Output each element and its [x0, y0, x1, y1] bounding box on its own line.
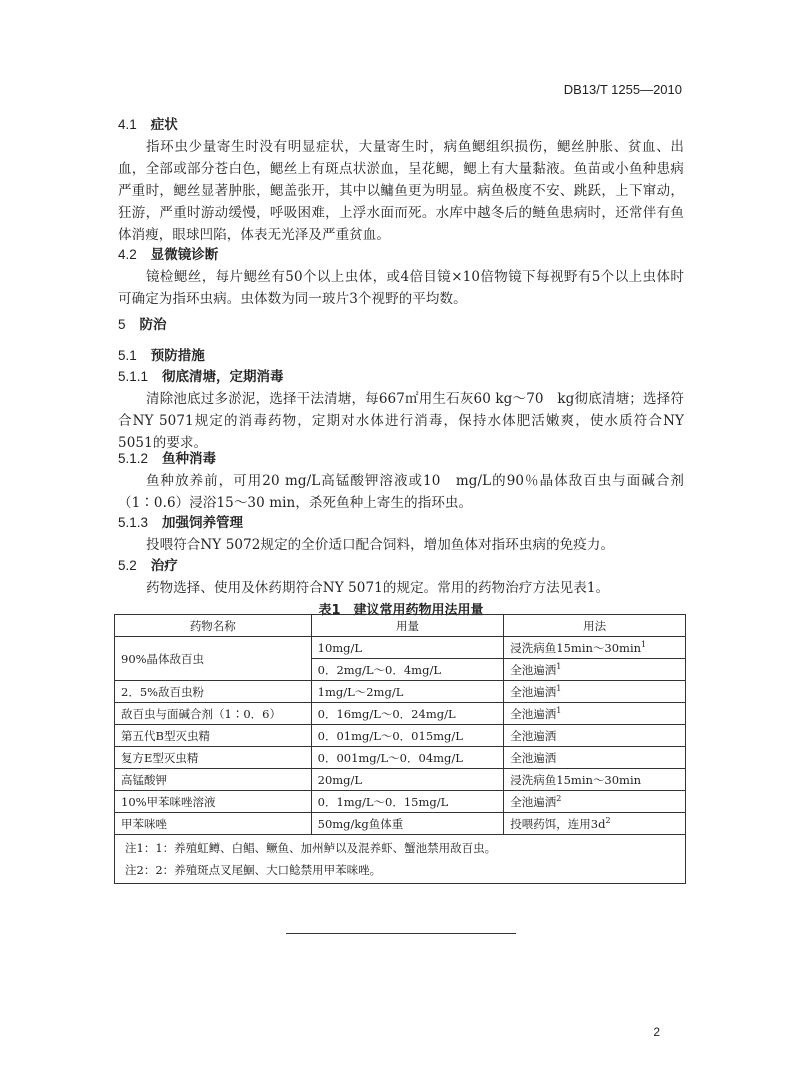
table-row: [115, 813, 686, 835]
usage-text: 投喂药饵，连用3d: [510, 816, 606, 831]
section-paragraph: 指环虫少量寄生时没有明显症状，大量寄生时，病鱼鳃组织损伤，鳃丝肿胀、贫血、出血，全部或部分苍白色，鳃丝上有斑点状淤血，呈花鳃，鳃上有大量黏液。鱼苗或小鱼种患病严重时，鳃丝显著肿胀，鳃盖张开，其中以鳙鱼更为明显。病鱼极度不安、跳跃，上下窜动，狂游，严重时游动缓慢，呼吸困难，上浮水面而死。水库中越冬后的鲢鱼患病时，还常伴有鱼体消瘦，眼球凹陷，体表无光泽及严重贫血。: [118, 139, 684, 243]
section-title: 防治: [139, 317, 167, 333]
usage-text: 全池遍洒: [510, 750, 557, 765]
usage-text: 全池遍洒: [510, 662, 557, 677]
dose-cell: 10mg/L: [311, 637, 504, 659]
usage-cell: [504, 769, 686, 791]
column-header: 药物名称: [115, 615, 312, 637]
dose-cell: 0．01mg/L～0．015mg/L: [311, 725, 504, 747]
section-heading: [118, 512, 684, 534]
section-heading: [118, 366, 684, 388]
section-title: 治疗: [150, 558, 178, 574]
section-title: 显微镜诊断: [150, 247, 219, 263]
table-row: [115, 637, 686, 659]
dose-cell: 0．16mg/L～0．24mg/L: [311, 703, 504, 725]
usage-cell: [504, 703, 686, 725]
section-paragraph: 清除池底过多淤泥，选择干法清塘，每667㎡用生石灰60 kg～70 kg彻底清塘；选择符合NY 5071规定的消毒药物，定期对水体进行消毒，保持水体肥活嫩爽，使水质符合NY 5051的要求。: [118, 391, 684, 451]
usage-cell: [504, 791, 686, 813]
section-heading: [118, 314, 684, 336]
dose-cell: 0．1mg/L～0．15mg/L: [311, 791, 504, 813]
drug-name-cell: 10%甲苯咪唑溶液: [115, 791, 312, 813]
section-heading: [118, 244, 684, 266]
table-row: [115, 703, 686, 725]
section-5-2: [118, 555, 684, 599]
footnote-marker: 1: [556, 661, 562, 671]
section-heading: [118, 555, 684, 577]
section-5-1-1: [118, 366, 684, 454]
section-title: 鱼种消毒: [162, 451, 217, 467]
usage-cell: [504, 725, 686, 747]
dose-cell: 0．001mg/L～0．04mg/L: [311, 747, 504, 769]
section-title: 加强饲养管理: [162, 515, 244, 531]
usage-text: 全池遍洒: [510, 706, 557, 721]
usage-cell: [504, 681, 686, 703]
dose-cell: 1mg/L～2mg/L: [311, 681, 504, 703]
dose-cell: 0．2mg/L～0．4mg/L: [311, 659, 504, 681]
section-5-1-2: [118, 448, 684, 514]
table-notes: [115, 835, 686, 884]
section-number: 5.1.3: [118, 515, 149, 530]
drug-name-cell: 复方E型灭虫精: [115, 747, 312, 769]
drug-name-cell: 第五代B型灭虫精: [115, 725, 312, 747]
drug-dosage-table: [114, 614, 686, 884]
usage-cell: [504, 813, 686, 835]
column-header: 用量: [311, 615, 504, 637]
section-heading: [118, 114, 684, 136]
end-rule: [286, 933, 516, 934]
drug-name-cell: 甲苯咪唑: [115, 813, 312, 835]
table-row: [115, 681, 686, 703]
section-number: 5: [118, 317, 126, 332]
section-number: 5.1.1: [118, 369, 149, 384]
footnote-marker: 2: [556, 793, 562, 803]
section-number: 5.1: [118, 348, 137, 363]
usage-cell: [504, 637, 686, 659]
dose-cell: 20mg/L: [311, 769, 504, 791]
usage-cell: [504, 659, 686, 681]
drug-name-cell: 敌百虫与面碱合剂（1∶0．6）: [115, 703, 312, 725]
table-row: [115, 747, 686, 769]
section-5-1-3: [118, 512, 684, 556]
section-title: 症状: [150, 117, 178, 133]
drug-name-cell: 高锰酸钾: [115, 769, 312, 791]
section-heading: [118, 448, 684, 470]
usage-text: 浸洗病鱼15min～30min: [510, 640, 642, 655]
section-5-1: [118, 345, 684, 367]
page-number: 2: [653, 1025, 660, 1039]
usage-text: 全池遍洒: [510, 794, 557, 809]
footnote-marker: 1: [556, 705, 562, 715]
footnote-marker: 1: [556, 683, 562, 693]
usage-cell: [504, 747, 686, 769]
section-paragraph: 药物选择、使用及休药期符合NY 5071的规定。常用的药物治疗方法见表1。: [146, 580, 610, 596]
usage-text: 全池遍洒: [510, 728, 557, 743]
table-notes-row: [115, 835, 686, 884]
section-heading: [118, 345, 684, 367]
drug-name-cell: 2．5%敌百虫粉: [115, 681, 312, 703]
standard-code: DB13/T 1255—2010: [563, 82, 682, 97]
dose-cell: 50mg/kg鱼体重: [311, 813, 504, 835]
footnote-marker: 2: [605, 815, 611, 825]
drug-name-cell: 90%晶体敌百虫: [115, 637, 312, 681]
table-row: [115, 791, 686, 813]
usage-text: 全池遍洒: [510, 684, 557, 699]
section-number: 4.2: [118, 247, 137, 262]
section-number: 5.1.2: [118, 451, 149, 466]
table-note: 注2：2：养殖斑点叉尾鮰、大口鲶禁用甲苯咪唑。: [125, 863, 382, 877]
section-4-1: [118, 114, 684, 246]
table-row: [115, 769, 686, 791]
table-caption: 表1 建议常用药物用法用量: [318, 603, 484, 618]
section-5: [118, 314, 684, 336]
column-header: 用法: [504, 615, 686, 637]
table-row: [115, 725, 686, 747]
table-note: 注1：1：养殖虹鳟、白鲳、鳜鱼、加州鲈以及混养虾、蟹池禁用敌百虫。: [125, 841, 497, 855]
section-number: 4.1: [118, 117, 137, 132]
section-paragraph: 投喂符合NY 5072规定的全价适口配合饲料，增加鱼体对指环虫病的免疫力。: [146, 537, 615, 553]
footnote-marker: 1: [641, 639, 647, 649]
table-header-row: [115, 615, 686, 637]
section-number: 5.2: [118, 558, 137, 573]
section-title: 预防措施: [150, 348, 205, 364]
section-title: 彻底清塘，定期消毒: [162, 369, 284, 385]
section-paragraph: 镜检鳃丝，每片鳃丝有50个以上虫体，或4倍目镜×10倍物镜下每视野有5个以上虫体时可确定为指环虫病。虫体数为同一玻片3个视野的平均数。: [118, 269, 684, 307]
section-4-2: [118, 244, 684, 310]
section-paragraph: 鱼种放养前，可用20 mg/L高锰酸钾溶液或10 mg/L的90％晶体敌百虫与面碱合剂（1∶0.6）浸浴15～30 min，杀死鱼种上寄生的指环虫。: [118, 473, 684, 511]
usage-text: 浸洗病鱼15min～30min: [510, 772, 642, 787]
